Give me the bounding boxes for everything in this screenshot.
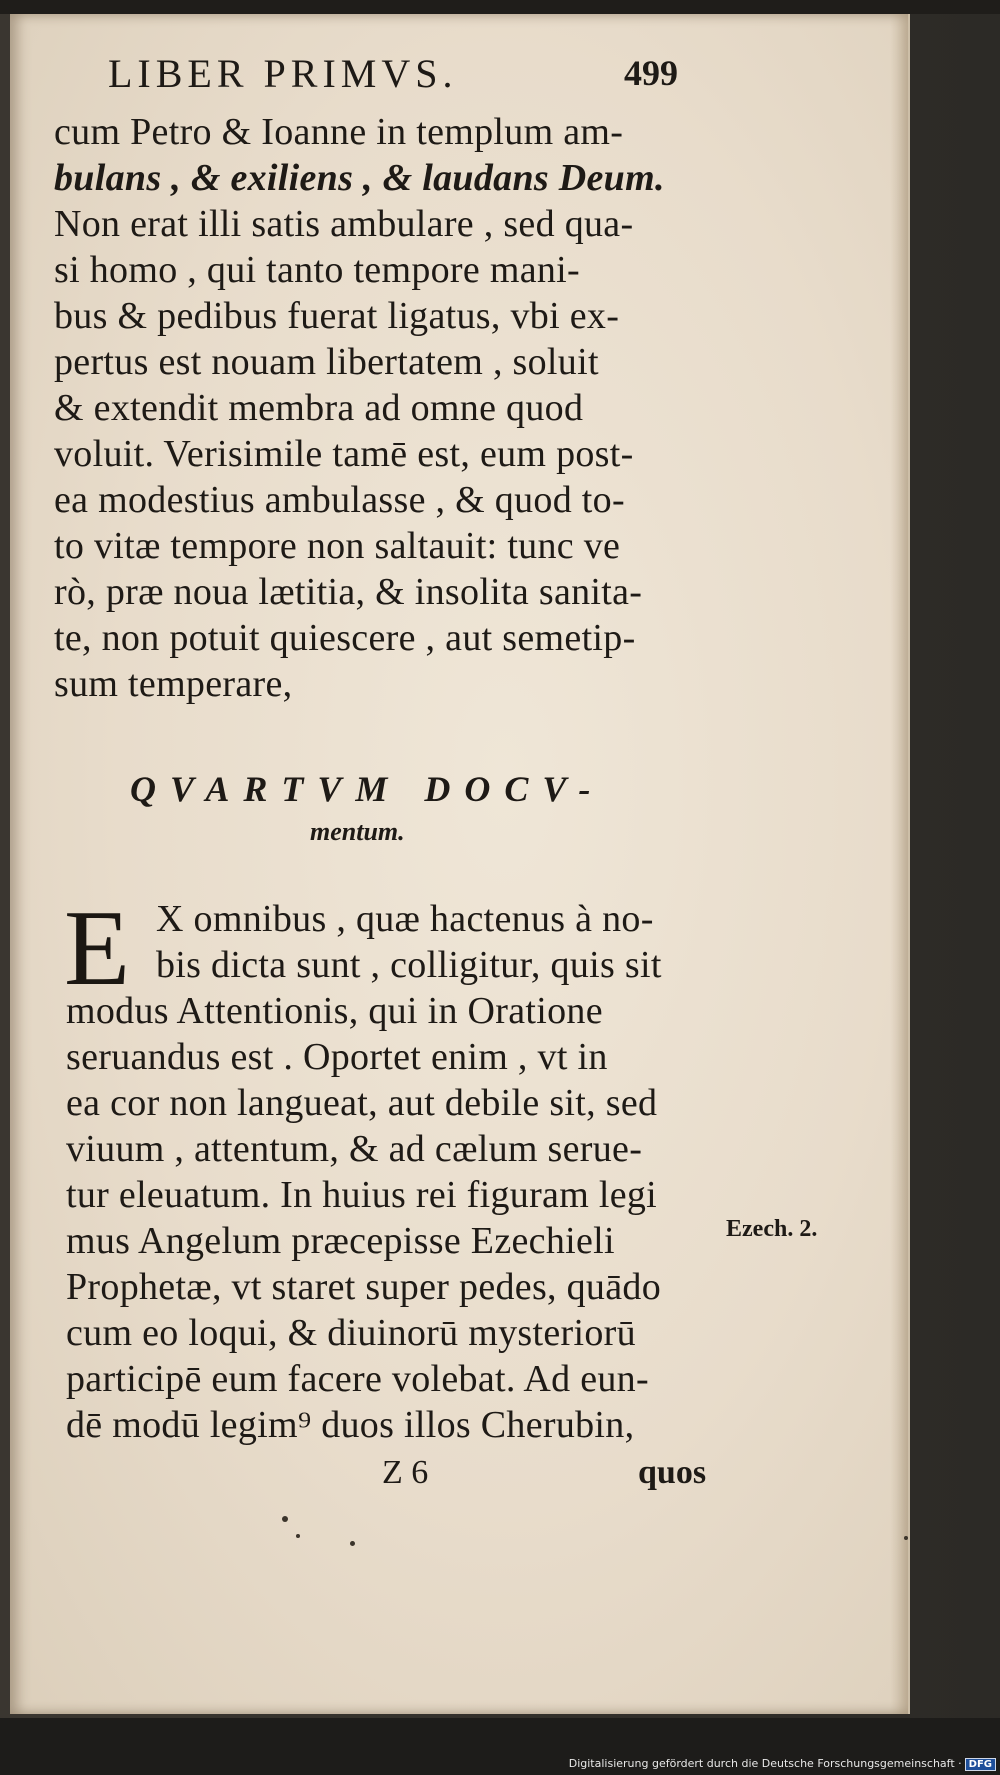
text-line: to vitæ tempore non saltauit: tunc ve xyxy=(54,525,621,567)
text-line: rò, præ noua lætitia, & insolita sanita- xyxy=(54,571,643,613)
signature-mark: Z 6 xyxy=(382,1454,429,1491)
text-line: bis dicta sunt , colligitur, quis sit xyxy=(156,944,662,986)
text-line: ea cor non langueat, aut debile sit, sed xyxy=(66,1082,658,1124)
text-line: modus Attentionis, qui in Oratione xyxy=(66,990,603,1032)
text-line: ea modestius ambulasse , & quod to- xyxy=(54,479,625,521)
heading-line: mentum. xyxy=(310,817,405,846)
page-edge-shadow xyxy=(890,14,908,1714)
page-number: 499 xyxy=(624,53,678,93)
text-line: participē eum facere volebat. Ad eun- xyxy=(66,1358,649,1400)
ink-speck xyxy=(296,1534,300,1538)
book-page xyxy=(10,14,910,1714)
ink-speck xyxy=(350,1541,355,1546)
digitization-credit xyxy=(569,1757,996,1771)
text-line: si homo , qui tanto tempore mani- xyxy=(54,249,580,291)
ink-speck xyxy=(282,1516,288,1522)
text-line: & extendit membra ad omne quod xyxy=(54,387,584,429)
text-line: pertus est nouam libertatem , soluit xyxy=(54,341,599,383)
ink-speck xyxy=(904,1536,908,1540)
text-line: mus Angelum præcepisse Ezechieli xyxy=(66,1220,615,1262)
text-line: cum eo loqui, & diuinorū mysteriorū xyxy=(66,1312,636,1354)
text-line: Non erat illi satis ambulare , sed qua- xyxy=(54,203,634,245)
text-line: viuum , attentum, & ad cælum serue- xyxy=(66,1128,643,1170)
text-line: bus & pedibus fuerat ligatus, vbi ex- xyxy=(54,295,620,337)
marginal-note: Ezech. 2. xyxy=(726,1216,818,1242)
drop-cap-initial: E xyxy=(64,889,130,1008)
catchword: quos xyxy=(638,1454,707,1491)
text-line: dē modū legim⁹ duos illos Cherubin, xyxy=(66,1404,635,1446)
text-line: seruandus est . Oportet enim , vt in xyxy=(66,1036,608,1078)
text-line: tur eleuatum. In huius rei figuram legi xyxy=(66,1174,658,1216)
running-head: LIBER PRIMVS. xyxy=(108,51,458,96)
dfg-logo-badge: DFG xyxy=(965,1758,996,1771)
heading-line: QVARTVM DOCV- xyxy=(130,769,605,809)
text-line: X omnibus , quæ hactenus à no- xyxy=(156,898,654,940)
section-heading xyxy=(130,766,690,852)
text-line: Prophetæ, vt staret super pedes, quādo xyxy=(66,1266,662,1308)
credit-text: Digitalisierung gefördert durch die Deutsche Forschungsgemeinschaft · xyxy=(568,1757,962,1770)
paragraph-main xyxy=(64,889,726,1448)
scan-top-border xyxy=(0,0,1000,14)
text-line: cum Petro & Ioanne in templum am- xyxy=(54,111,624,153)
text-line: voluit. Verisimile tamē est, eum post- xyxy=(54,433,634,475)
text-line: sum temperare, xyxy=(54,663,293,705)
text-line: te, non potuit quiescere , aut semetip- xyxy=(54,617,636,659)
text-line: bulans , & exiliens , & laudans Deum. xyxy=(54,157,665,199)
paragraph-continued xyxy=(54,109,704,707)
